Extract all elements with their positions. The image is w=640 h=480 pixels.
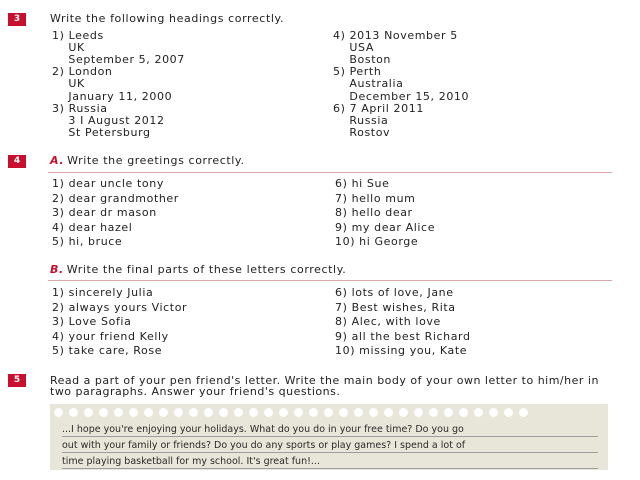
list-item: USA [333,41,374,55]
list-item: January 11, 2000 [52,89,173,103]
section-3-instruction: Write the following headings correctly. [50,12,285,25]
dot-icon [474,408,483,417]
list-item: 4) your friend Kelly [52,329,169,343]
dot-icon [99,408,108,417]
dot-icon [369,408,378,417]
dot-icon [219,408,228,417]
dot-icon [399,408,408,417]
list-item: 4) 2013 November 5 [333,29,458,42]
section-4a-instruction [50,154,245,167]
list-item: 6) hi Sue [335,177,390,190]
dot-icon [354,408,363,417]
dot-icon [249,408,258,417]
dot-icon [489,408,498,417]
dot-icon [339,408,348,417]
list-item: 1) sincerely Julia [52,286,154,299]
list-item: Australia [333,77,404,91]
list-item: 2) dear grandmother [52,191,179,205]
list-item: 9) my dear Alice [335,220,436,234]
list-item: 8) Alec, with love [335,315,441,328]
section-3-badge: 3 [8,13,26,26]
list-item: Russia [333,113,389,127]
dot-icon [234,408,243,417]
dot-icon [279,408,288,417]
pen-friend-letter-box [50,404,608,470]
section-4a-text: Write the greetings correctly. [67,154,245,167]
list-item: 2) always yours Victor [52,300,188,314]
section-5-instruction: Read a part of your pen friend's letter. Write the main body of your own letter to him/her in two paragraphs. Answer your friend's questions. [50,374,599,398]
letter-line-3: time playing basketball for my school. It's great fun!... [62,455,598,469]
list-item: 10) missing you, Kate [335,344,468,357]
list-item: 5) Perth [333,65,382,79]
dot-icon [429,408,438,417]
list-item: UK [52,77,85,91]
dot-icon [174,408,183,417]
dot-icon [459,408,468,417]
section-4a-divider [48,172,612,173]
list-item: 3) dear dr mason [52,206,157,219]
list-item: 1) Leeds [52,29,104,42]
dot-icon [129,408,138,417]
dot-icon [144,408,153,417]
decorative-dots [54,408,604,418]
dot-icon [204,408,213,417]
list-item: 6) lots of love, Jane [335,286,454,299]
dot-icon [444,408,453,417]
list-item: September 5, 2007 [52,53,185,67]
list-item: 2) London [52,65,113,79]
list-item: 10) hi George [335,235,419,248]
dot-icon [54,408,63,417]
list-item: Boston [333,53,392,67]
dot-icon [84,408,93,417]
list-item: 5) hi, bruce [52,235,123,248]
list-item: 8) hello dear [335,206,413,219]
list-item: 3 I August 2012 [52,113,165,127]
dot-icon [504,408,513,417]
dot-icon [159,408,168,417]
list-item: December 15, 2010 [333,89,470,103]
dot-icon [69,408,78,417]
section-4-badge: 4 [8,155,26,168]
dot-icon [519,408,528,417]
list-item: UK [52,41,85,55]
subsection-b-label: B. [50,263,64,276]
dot-icon [324,408,333,417]
section-4b-divider [48,280,612,281]
dot-icon [384,408,393,417]
section-4b-instruction [50,263,346,276]
section-4b-text: Write the final parts of these letters correctly. [66,263,347,276]
letter-line-1: ...I hope you're enjoying your holidays. What do you do in your free time? Do you go [62,423,598,437]
list-item: 3) Russia [52,101,108,115]
dot-icon [414,408,423,417]
list-item: 5) take care, Rose [52,344,163,357]
list-item: 9) all the best Richard [335,329,471,343]
letter-line-2: out with your family or friends? Do you do any sports or play games? I spend a lot of [62,439,598,453]
dot-icon [309,408,318,417]
list-item: Rostov [333,125,391,139]
dot-icon [189,408,198,417]
dot-icon [294,408,303,417]
list-item: 1) dear uncle tony [52,177,164,190]
subsection-a-label: A. [50,154,65,167]
section-5-badge: 5 [8,374,26,387]
list-item: 6) 7 April 2011 [333,101,424,115]
list-item: 3) Love Sofia [52,315,132,328]
dot-icon [264,408,273,417]
list-item: 7) hello mum [335,191,416,205]
dot-icon [114,408,123,417]
list-item: 4) dear hazel [52,220,133,234]
list-item: St Petersburg [52,125,151,139]
list-item: 7) Best wishes, Rita [335,300,456,314]
